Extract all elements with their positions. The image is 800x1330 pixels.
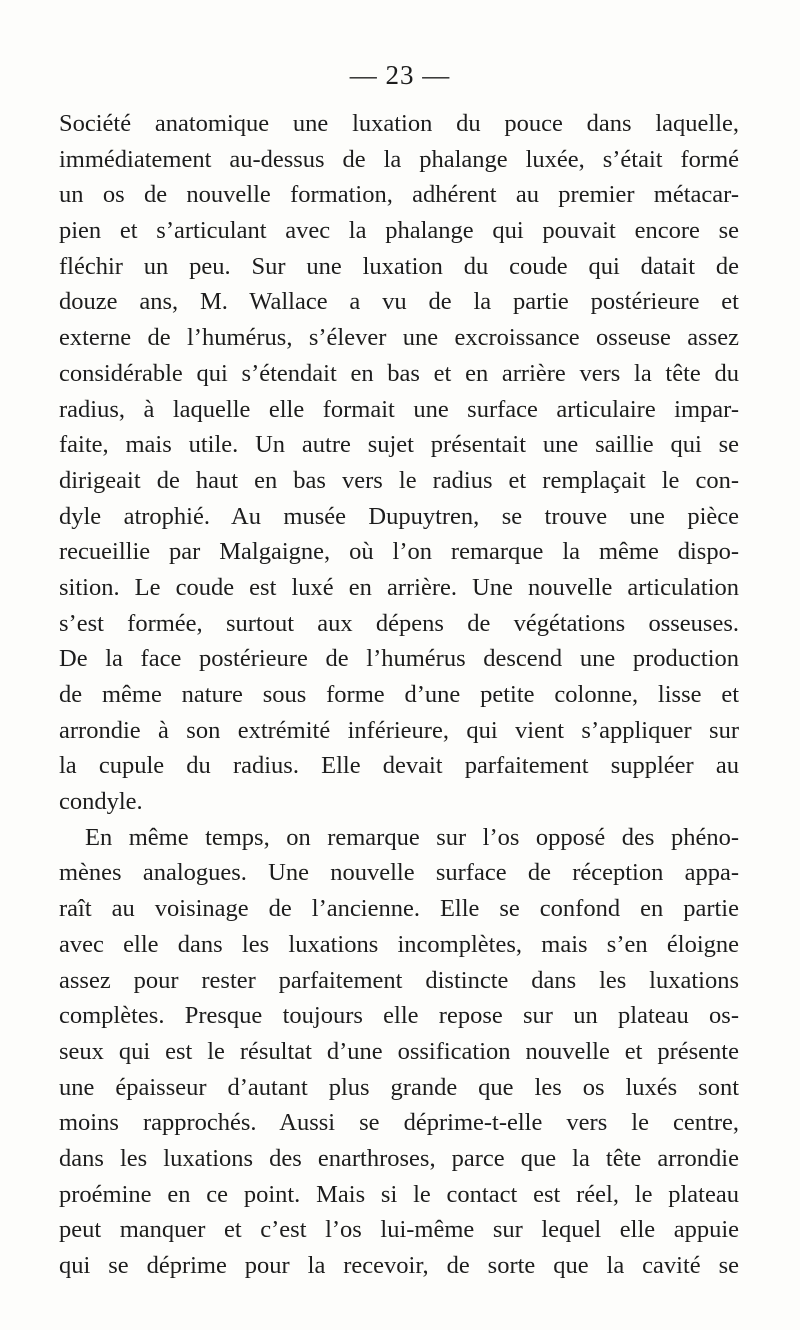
text-line: radius, à laquelle elle formait une surface articulaire impar- (59, 395, 739, 423)
paragraph-2 (59, 820, 739, 1284)
text-line: externe de l’humérus, s’élever une excroissance osseuse assez (59, 324, 739, 352)
text-line: complètes. Presque toujours elle repose sur un plateau os- (59, 1002, 739, 1030)
text-line: Société anatomique une luxation du pouce dans laquelle, (59, 110, 739, 137)
text-line: En même temps, on remarque sur l’os opposé des phéno- (85, 823, 739, 851)
text-line: de même nature sous forme d’une petite colonne, lisse et (59, 681, 739, 708)
text-line: proémine en ce point. Mais si le contact est réel, le plateau (59, 1180, 739, 1208)
text-line: la cupule du radius. Elle devait parfaitement suppléer au (59, 752, 739, 780)
text-line: recueillie par Malgaigne, où l’on remarque la même dispo- (59, 538, 739, 566)
text-line: considérable qui s’étendait en bas et en arrière vers la tête du (59, 359, 739, 387)
text-line: dyle atrophié. Au musée Dupuytren, se trouve une pièce (59, 502, 739, 530)
text-line: douze ans, M. Wallace a vu de la partie postérieure et (59, 288, 739, 316)
text-line: faite, mais utile. Un autre sujet présentait une saillie qui se (59, 431, 739, 459)
text-line: immédiatement au-dessus de la phalange luxée, s’était formé (59, 145, 739, 173)
text-line: pien et s’articulant avec la phalange qui pouvait encore se (59, 217, 739, 245)
paragraph-1 (59, 106, 739, 820)
page-number: — 23 — (349, 60, 451, 90)
text-line: avec elle dans les luxations incomplètes, mais s’en éloigne (59, 930, 739, 958)
text-line: qui se déprime pour la recevoir, de sorte que la cavité se (59, 1252, 739, 1279)
text-line: condyle. (59, 788, 143, 816)
text-line: mènes analogues. Une nouvelle surface de réception appa- (59, 859, 739, 887)
text-line: un os de nouvelle formation, adhérent au premier métacar- (59, 181, 739, 209)
text-line: fléchir un peu. Sur une luxation du coude qui datait de (59, 252, 739, 280)
text-line: s’est formée, surtout aux dépens de végétations osseuses. (59, 609, 739, 637)
text-line: raît au voisinage de l’ancienne. Elle se confond en partie (59, 895, 739, 923)
text-line: De la face postérieure de l’humérus descend une production (59, 645, 739, 673)
text-line: sition. Le coude est luxé en arrière. Une nouvelle articulation (59, 573, 739, 601)
body-text (59, 106, 739, 1284)
text-line: arrondie à son extrémité inférieure, qui vient s’appliquer sur (59, 716, 739, 744)
text-line: seux qui est le résultat d’une ossification nouvelle et présente (59, 1037, 739, 1065)
text-line: peut manquer et c’est l’os lui-même sur lequel elle appuie (59, 1216, 739, 1244)
text-line: dirigeait de haut en bas vers le radius et remplaçait le con- (59, 466, 739, 494)
text-line: une épaisseur d’autant plus grande que les os luxés sont (59, 1073, 739, 1101)
text-line: moins rapprochés. Aussi se déprime-t-elle vers le centre, (59, 1109, 739, 1137)
text-line: dans les luxations des enarthroses, parce que la tête arrondie (59, 1144, 739, 1172)
text-line: assez pour rester parfaitement distincte dans les luxations (59, 966, 739, 994)
